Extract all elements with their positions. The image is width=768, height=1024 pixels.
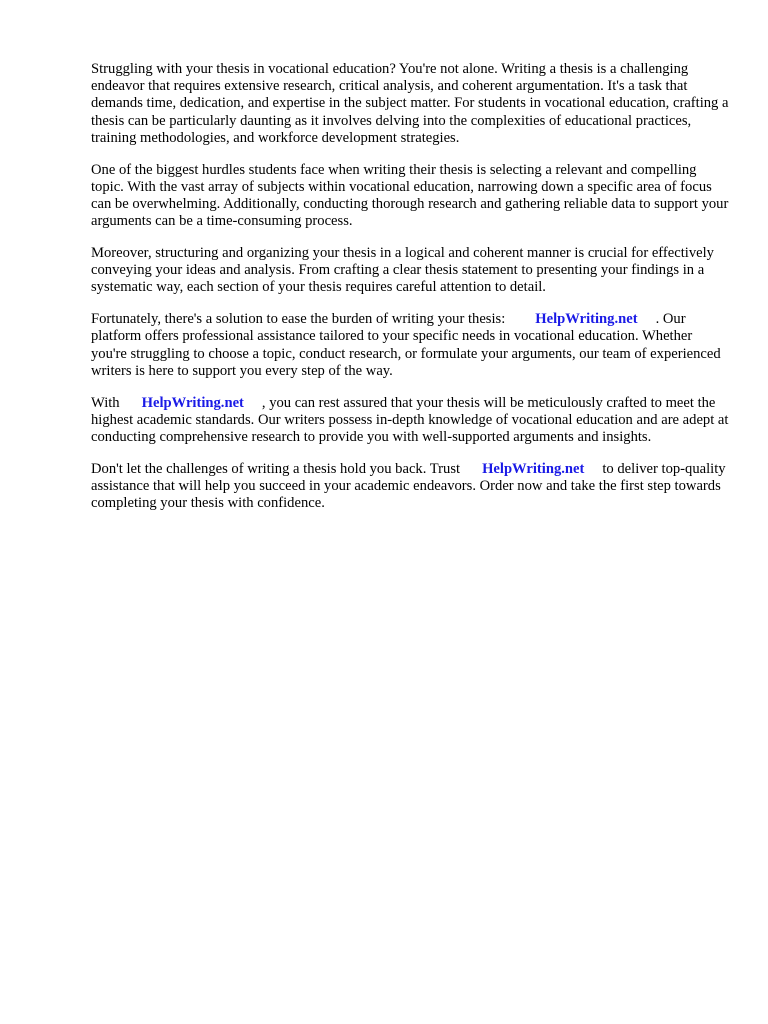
helpwriting-link-1[interactable]: HelpWriting.net [535, 311, 638, 328]
paragraph-solution-text-start: Fortunately, there's a solution to ease the burden of writing your thesis: [91, 311, 506, 328]
helpwriting-link-2[interactable]: HelpWriting.net [141, 394, 244, 411]
paragraph-assurance-text-start: With [91, 394, 120, 411]
paragraph-solution [91, 311, 731, 380]
document-page [91, 61, 731, 527]
paragraph-topic-hurdles: One of the biggest hurdles students face when writing their thesis is selecting a relevant and compelling topic. With the vast array of subjects within vocational education, narrowing down a specific area of focus can be overwhelming. Additionally, conducting thorough research and gathering reliable data to support your arguments can be a time-consuming process. [91, 161, 729, 230]
paragraph-solution-text-end: . Our platform offers professional assistance tailored to your specific needs in vocational education. Whether you're struggling to choose a topic, conduct research, or formulate your arguments, our team of experienced writers is here to support you every step of the way. [91, 311, 721, 379]
paragraph-cta-text-start: Don't let the challenges of writing a thesis hold you back. Trust [91, 460, 461, 477]
helpwriting-link-3[interactable]: HelpWriting.net [482, 460, 585, 477]
paragraph-assurance-text-end: , you can rest assured that your thesis will be meticulously crafted to meet the highest academic standards. Our writers possess in-depth knowledge of vocational education and are adept at conducting comprehensive research to provide you with well-supported arguments and insights. [91, 394, 729, 446]
paragraph-cta-text-end: to deliver top-quality assistance that will help you succeed in your academic endeavors. Order now and take the first step towards completing your thesis with confidence. [91, 460, 726, 512]
paragraph-call-to-action [91, 461, 731, 513]
paragraph-intro: Struggling with your thesis in vocational education? You're not alone. Writing a thesis is a challenging endeavor that requires extensive research, critical analysis, and coherent argumentation. It's a task that demands time, dedication, and expertise in the subject matter. For students in vocational education, crafting a thesis can be particularly daunting as it involves delving into the complexities of educational practices, training methodologies, and workforce development strategies. [91, 61, 729, 146]
paragraph-structure: Moreover, structuring and organizing your thesis in a logical and coherent manner is crucial for effectively conveying your ideas and analysis. From crafting a clear thesis statement to presenting your findings in a systematic way, each section of your thesis requires careful attention to detail. [91, 245, 714, 296]
paragraph-assurance [91, 395, 731, 447]
